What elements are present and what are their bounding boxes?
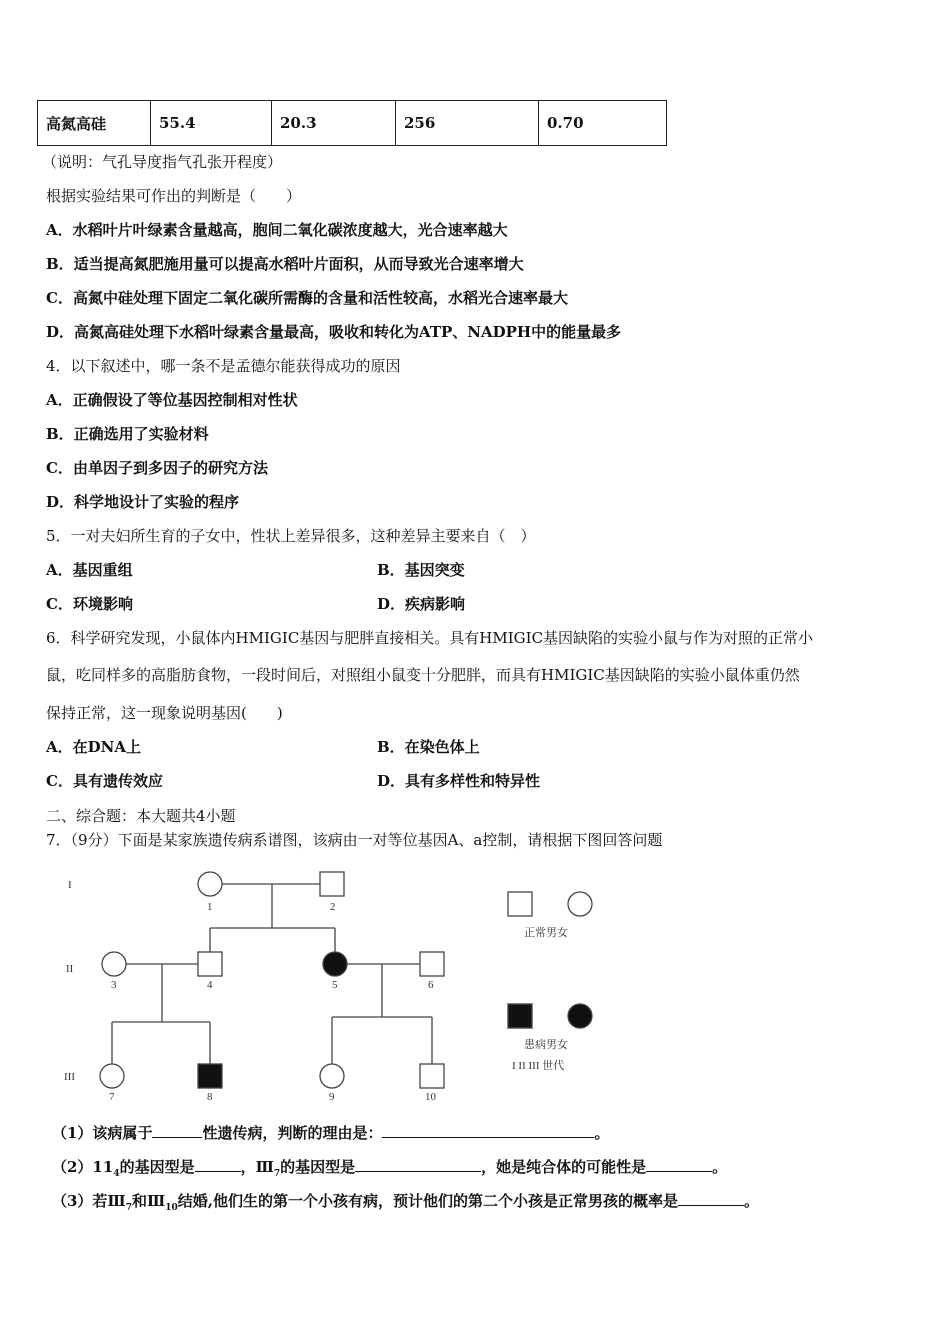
table-cell: 256 xyxy=(396,101,539,146)
q6-line-3: 保持正常，这一现象说明基因( ) xyxy=(46,704,283,722)
pedigree-chart xyxy=(50,862,610,1106)
q4-option-b: B．正确选用了实验材料 xyxy=(46,425,209,443)
member-label-9: 9 xyxy=(329,1091,335,1103)
member-label-10: 10 xyxy=(425,1091,436,1103)
table-cell: 高氮高硅 xyxy=(38,101,151,146)
member-label-5: 5 xyxy=(332,979,338,991)
q6-option-c: C．具有遗传效应 xyxy=(46,772,163,790)
q7-sub-1 xyxy=(52,1122,609,1143)
q3-option-a: A．水稻叶片叶绿素含量越高，胞间二氧化碳浓度越大，光合速率越大 xyxy=(46,221,508,239)
gen-label-3: III xyxy=(64,1071,75,1083)
q7-sub-2 xyxy=(52,1156,727,1179)
individual-5 xyxy=(323,952,347,976)
q3-stem: 根据实验结果可作出的判断是（ ） xyxy=(46,187,302,205)
legend-normal-male xyxy=(508,892,532,916)
answer-blank[interactable] xyxy=(355,1157,481,1172)
q5-option-c: C．环境影响 xyxy=(46,595,133,613)
q7-sub-3-sub-b: 10 xyxy=(165,1203,178,1213)
q4-option-a: A．正确假设了等位基因控制相对性状 xyxy=(46,391,298,409)
table-row xyxy=(38,101,667,146)
table-note: （说明：气孔导度指气孔张开程度） xyxy=(42,153,283,171)
section-2-heading: 二、综合题：本大题共4小题 xyxy=(46,807,236,825)
individual-8 xyxy=(198,1064,222,1088)
individual-2 xyxy=(320,872,344,896)
table-cell: 20.3 xyxy=(272,101,396,146)
q7-sub-2-text-f: 。 xyxy=(712,1158,728,1176)
q7-sub-2-text-e: ，她是纯合体的可能性是 xyxy=(481,1158,647,1176)
table-cell: 55.4 xyxy=(151,101,272,146)
q6-option-d: D．具有多样性和特异性 xyxy=(377,772,541,790)
q7-sub-1-text-a: （1）该病属于 xyxy=(52,1124,153,1142)
q3-option-c: C．高氮中硅处理下固定二氧化碳所需酶的含量和活性较高，水稻光合速率最大 xyxy=(46,289,568,307)
legend-normal-female xyxy=(568,892,592,916)
q7-sub-1-text-b: 性遗传病，判断的理由是： xyxy=(202,1124,383,1142)
member-label-6: 6 xyxy=(428,979,434,991)
gen-label-2: II xyxy=(66,963,74,975)
individual-1 xyxy=(198,872,222,896)
data-table xyxy=(37,100,667,146)
member-label-8: 8 xyxy=(207,1091,213,1103)
answer-blank[interactable] xyxy=(152,1123,202,1138)
individual-9 xyxy=(320,1064,344,1088)
q7-sub-2-sub-c: 7 xyxy=(273,1169,281,1179)
q4-option-c: C．由单因子到多因子的研究方法 xyxy=(46,459,268,477)
q7-sub-3-text-d: 。 xyxy=(744,1192,760,1210)
q7-stem: 7．（9分）下面是某家族遗传病系谱图，该病由一对等位基因A、a控制，请根据下图回答问题 xyxy=(46,831,663,849)
q3-option-b: B．适当提高氮肥施用量可以提高水稻叶片面积，从而导致光合速率增大 xyxy=(46,255,524,273)
member-label-4: 4 xyxy=(207,979,213,991)
individual-7 xyxy=(100,1064,124,1088)
individual-6 xyxy=(420,952,444,976)
q7-sub-2-text-c: ，Ⅲ xyxy=(240,1158,274,1176)
legend-affected-male xyxy=(508,1004,532,1028)
q5-option-b: B．基因突变 xyxy=(377,561,465,579)
member-label-1: 1 xyxy=(207,901,213,913)
q7-sub-2-sub-a: 4 xyxy=(113,1169,120,1179)
member-label-7: 7 xyxy=(109,1091,115,1103)
q7-sub-2-text-b: 的基因型是 xyxy=(119,1158,195,1176)
individual-4 xyxy=(198,952,222,976)
q7-sub-3 xyxy=(52,1190,759,1213)
q7-sub-2-text-a: （2）11 xyxy=(52,1158,114,1176)
individual-3 xyxy=(102,952,126,976)
q6-line-1: 6．科学研究发现，小鼠体内HMIGIC基因与肥胖直接相关。具有HMIGIC基因缺陷的实验小鼠与作为对照的正常小 xyxy=(46,629,814,647)
answer-blank[interactable] xyxy=(678,1191,744,1206)
legend-affected-label: 患病男女 xyxy=(524,1039,568,1051)
q5-option-d: D．疾病影响 xyxy=(377,595,466,613)
answer-blank[interactable] xyxy=(195,1157,241,1172)
legend-affected-female xyxy=(568,1004,592,1028)
q3-option-d: D．高氮高硅处理下水稻叶绿素含量最高，吸收和转化为ATP、NADPH中的能量最多 xyxy=(46,323,622,341)
member-label-3: 3 xyxy=(111,979,117,991)
q4-option-d: D．科学地设计了实验的程序 xyxy=(46,493,240,511)
legend-normal-label: 正常男女 xyxy=(524,927,568,939)
q5-stem: 5．一对夫妇所生育的子女中，性状上差异很多，这种差异主要来自（ ） xyxy=(46,527,536,545)
q7-sub-3-text-b: 和Ⅲ xyxy=(131,1192,166,1210)
table-cell: 0.70 xyxy=(539,101,667,146)
q7-sub-2-text-d: 的基因型是 xyxy=(280,1158,356,1176)
legend-generation-label: I II III 世代 xyxy=(512,1060,565,1072)
answer-blank[interactable] xyxy=(646,1157,712,1172)
q4-stem: 4．以下叙述中，哪一条不是孟德尔能获得成功的原因 xyxy=(46,357,401,375)
answer-blank[interactable] xyxy=(382,1123,594,1138)
q7-sub-3-sub-a: 7 xyxy=(125,1203,132,1213)
q6-option-b: B．在染色体上 xyxy=(377,738,480,756)
individual-10 xyxy=(420,1064,444,1088)
member-label-2: 2 xyxy=(330,901,336,913)
q5-option-a: A．基因重组 xyxy=(46,561,133,579)
q7-sub-1-text-c: 。 xyxy=(594,1124,610,1142)
q6-option-a: A．在DNA上 xyxy=(46,738,141,756)
q7-sub-3-text-a: （3）若Ⅲ xyxy=(52,1192,126,1210)
q7-sub-3-text-c: 结婚,他们生的第一个小孩有病，预计他们的第二个小孩是正常男孩的概率是 xyxy=(177,1192,679,1210)
gen-label-1: I xyxy=(68,879,72,891)
q6-line-2: 鼠，吃同样多的高脂肪食物，一段时间后，对照组小鼠变十分肥胖，而具有HMIGIC基因缺陷的实验小鼠体重仍然 xyxy=(46,666,800,684)
